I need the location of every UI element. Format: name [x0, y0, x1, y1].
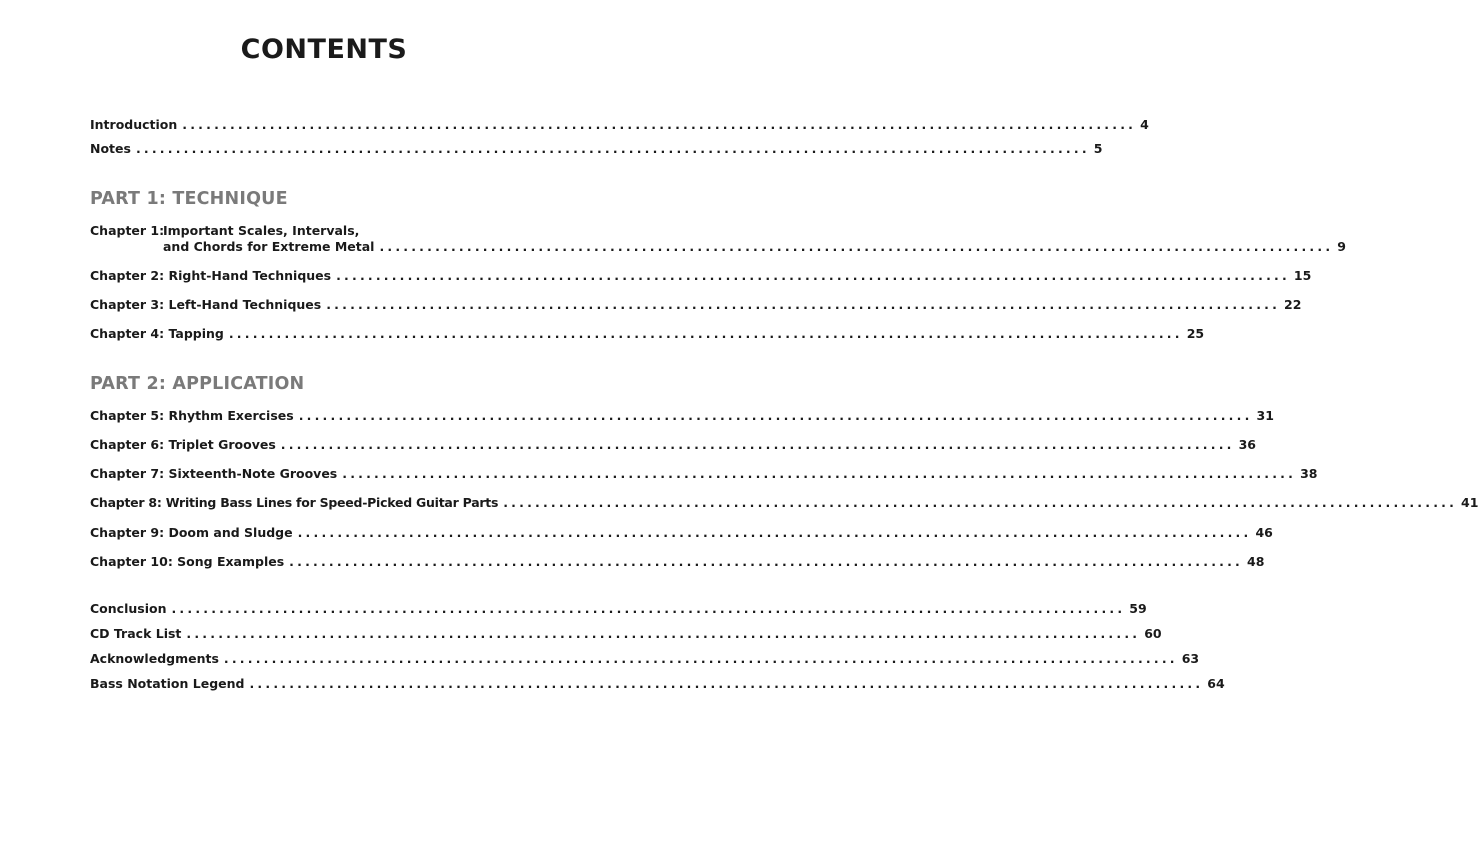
toc-entry-chapter-4[interactable]: [90, 326, 1205, 342]
toc-entry-label: Chapter 9: Doom and Sludge: [90, 525, 293, 540]
dot-leader: ........................................................................................................................: [342, 466, 1297, 481]
toc-entry-introduction[interactable]: [90, 117, 1149, 133]
dot-leader: ........................................................................................................................: [297, 525, 1252, 540]
toc-entry-label: Introduction: [90, 117, 178, 132]
toc-entry-page: 9: [1337, 239, 1346, 254]
dot-leader: ........................................................................................................................: [298, 408, 1253, 423]
toc-entry-label: Chapter 7: Sixteenth-Note Grooves: [90, 466, 338, 481]
toc-entry-chapter-5[interactable]: [90, 408, 1274, 424]
toc-entry-acknowledgments[interactable]: [90, 651, 1200, 667]
toc-entry-chapter-1-line1[interactable]: [90, 223, 359, 239]
toc-entry-label: Chapter 8: Writing Bass Lines for Speed-Picked Guitar Parts: [90, 495, 499, 510]
dot-leader: ........................................................................................................................: [228, 326, 1183, 341]
part-1-heading: PART 1: TECHNIQUE: [90, 189, 288, 209]
dot-leader: ........................................................................................................................: [289, 554, 1243, 569]
toc-entry-page: 48: [1247, 554, 1265, 569]
dot-leader: ........................................................................................................................: [379, 239, 1334, 254]
toc-entry-page: 38: [1300, 466, 1318, 481]
dot-leader: ........................................................................................................................: [182, 117, 1137, 132]
toc-entry-chapter-2[interactable]: [90, 268, 1312, 284]
toc-entry-label: Chapter 2: Right-Hand Techniques: [90, 268, 332, 283]
toc-entry-label: Bass Notation Legend: [90, 676, 245, 691]
chapter-title-line2: and Chords for Extreme Metal: [163, 239, 375, 254]
toc-entry-page: 15: [1293, 268, 1312, 283]
toc-entry-chapter-1[interactable]: [163, 239, 1346, 255]
toc-entry-chapter-6[interactable]: [90, 437, 1257, 453]
toc-entry-page: 4: [1140, 117, 1149, 132]
dot-leader: ........................................................................................................................: [336, 268, 1290, 283]
dot-leader: ........................................................................................................................: [171, 601, 1126, 616]
toc-entry-cd-track-list[interactable]: [90, 626, 1162, 642]
dot-leader: ........................................................................................................................: [186, 626, 1141, 641]
toc-entry-label: Acknowledgments: [90, 651, 219, 666]
dot-leader: ........................................................................................................................: [326, 297, 1281, 312]
toc-entry-page: 59: [1129, 601, 1147, 616]
dot-leader: ........................................................................................................................: [223, 651, 1178, 666]
toc-entry-label: Notes: [90, 141, 131, 156]
toc-entry-chapter-10[interactable]: [90, 554, 1265, 570]
toc-entry-chapter-9[interactable]: [90, 525, 1273, 541]
chapter-number: Chapter 1:: [90, 223, 165, 238]
toc-entry-chapter-7[interactable]: [90, 466, 1318, 482]
toc-entry-page: 46: [1255, 525, 1273, 540]
toc-entry-chapter-3[interactable]: [90, 297, 1302, 313]
toc-entry-label: Chapter 5: Rhythm Exercises: [90, 408, 294, 423]
toc-entry-page: 63: [1181, 651, 1200, 666]
toc-entry-label: Chapter 10: Song Examples: [90, 554, 285, 569]
page-title: CONTENTS: [240, 34, 408, 65]
dot-leader: ........................................................................................................................: [135, 141, 1090, 156]
toc-entry-page: 60: [1144, 626, 1162, 641]
toc-entry-conclusion[interactable]: [90, 601, 1147, 617]
toc-entry-page: 64: [1207, 676, 1225, 691]
toc-entry-page: 25: [1186, 326, 1205, 341]
toc-entry-label: Conclusion: [90, 601, 167, 616]
toc-entry-page: 36: [1238, 437, 1257, 452]
toc-entry-chapter-8[interactable]: [90, 495, 1478, 511]
toc-entry-label: Chapter 6: Triplet Grooves: [90, 437, 276, 452]
chapter-title-line1: Important Scales, Intervals,: [163, 223, 360, 238]
toc-entry-label: Chapter 4: Tapping: [90, 326, 224, 341]
toc-entry-page: 41: [1461, 495, 1478, 510]
toc-entry-page: 22: [1284, 297, 1302, 312]
dot-leader: ........................................................................................................................: [280, 437, 1235, 452]
toc-entry-bass-notation-legend[interactable]: [90, 676, 1225, 692]
toc-entry-notes[interactable]: [90, 141, 1103, 157]
toc-entry-page: 31: [1256, 408, 1274, 423]
toc-entry-label: CD Track List: [90, 626, 182, 641]
toc-entry-page: 5: [1093, 141, 1103, 156]
dot-leader: ........................................................................................................................: [249, 676, 1204, 691]
toc-entry-label: Chapter 3: Left-Hand Techniques: [90, 297, 322, 312]
part-2-heading: PART 2: APPLICATION: [90, 374, 305, 394]
dot-leader: ........................................................................................................................: [503, 495, 1458, 510]
